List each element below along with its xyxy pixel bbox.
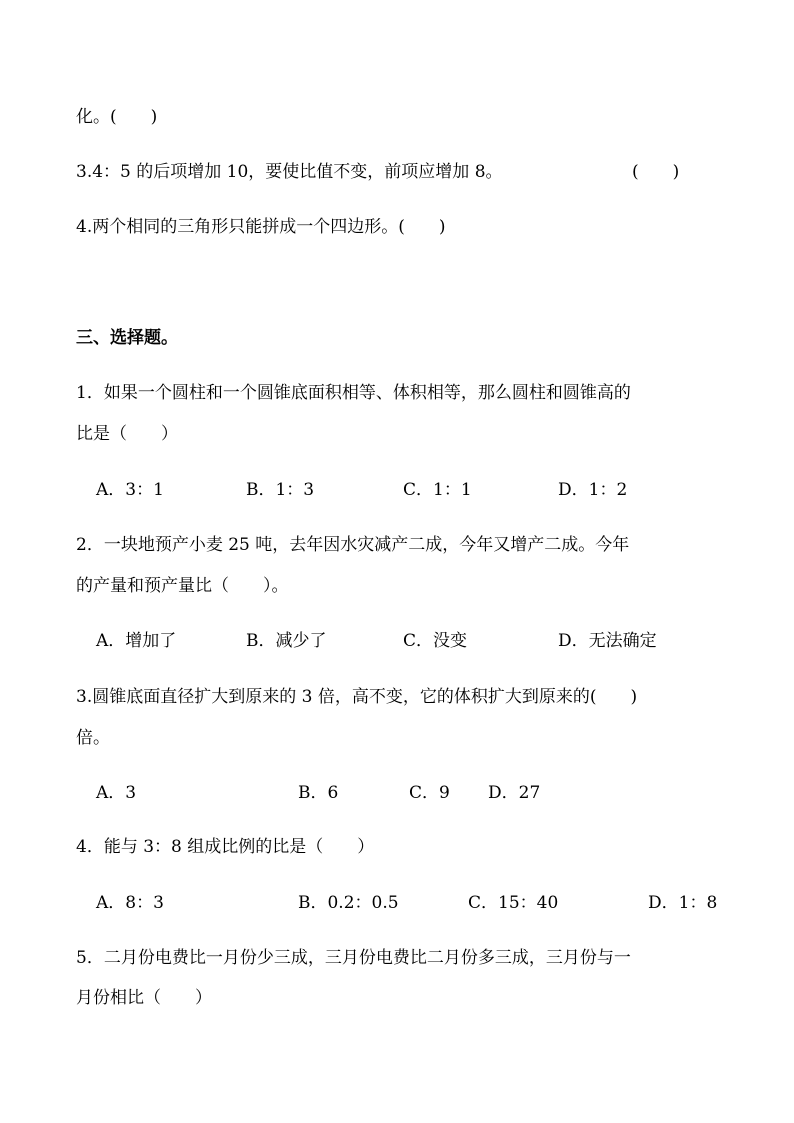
- question-2-option-a: A．增加了: [96, 631, 177, 651]
- question-2-option-d: D．无法确定: [558, 631, 657, 651]
- question-3-line-2: 倍。: [76, 728, 110, 748]
- question-3-option-c: C．9: [409, 783, 450, 803]
- judgment-item-4: 4.两个相同的三角形只能拼成一个四边形。( ): [76, 217, 446, 237]
- judgment-item-2-tail: 化。( ): [76, 107, 158, 127]
- question-4-option-c: C．15：40: [468, 893, 559, 913]
- question-4-line-1: 4．能与 3：8 组成比例的比是（ ）: [76, 837, 375, 857]
- judgment-item-3-blank: ( ): [632, 162, 680, 182]
- question-2-line-1: 2．一块地预产小麦 25 吨，去年因水灾减产二成，今年又增产二成。今年: [76, 535, 630, 555]
- question-3-option-b: B．6: [298, 783, 339, 803]
- question-4-option-d: D．1：8: [648, 893, 718, 913]
- question-5-line-1: 5．二月份电费比一月份少三成，三月份电费比二月份多三成，三月份与一: [76, 948, 631, 968]
- question-1-option-c: C．1：1: [403, 480, 472, 500]
- question-1-option-b: B．1：3: [246, 480, 315, 500]
- question-2-option-b: B．减少了: [246, 631, 327, 651]
- question-3-option-a: A．3: [96, 783, 137, 803]
- question-3-option-d: D．27: [488, 783, 541, 803]
- question-4-option-b: B．0.2：0.5: [298, 893, 399, 913]
- question-2-option-c: C．没变: [403, 631, 468, 651]
- question-4-option-a: A．8：3: [96, 893, 164, 913]
- question-1-option-a: A．3：1: [96, 480, 164, 500]
- question-5-line-2: 月份相比（ ）: [76, 988, 212, 1008]
- question-1-line-2: 比是（ ）: [76, 424, 178, 444]
- question-3-line-1: 3.圆锥底面直径扩大到原来的 3 倍，高不变，它的体积扩大到原来的( ): [76, 687, 638, 707]
- question-1-line-1: 1．如果一个圆柱和一个圆锥底面积相等、体积相等，那么圆柱和圆锥高的: [76, 383, 631, 403]
- section-title: 三、选择题。: [76, 328, 178, 348]
- question-2-line-2: 的产量和预产量比（ ）。: [76, 576, 289, 596]
- question-1-option-d: D．1：2: [558, 480, 628, 500]
- judgment-item-3: 3.4：5 的后项增加 10，要使比值不变，前项应增加 8。: [76, 162, 503, 182]
